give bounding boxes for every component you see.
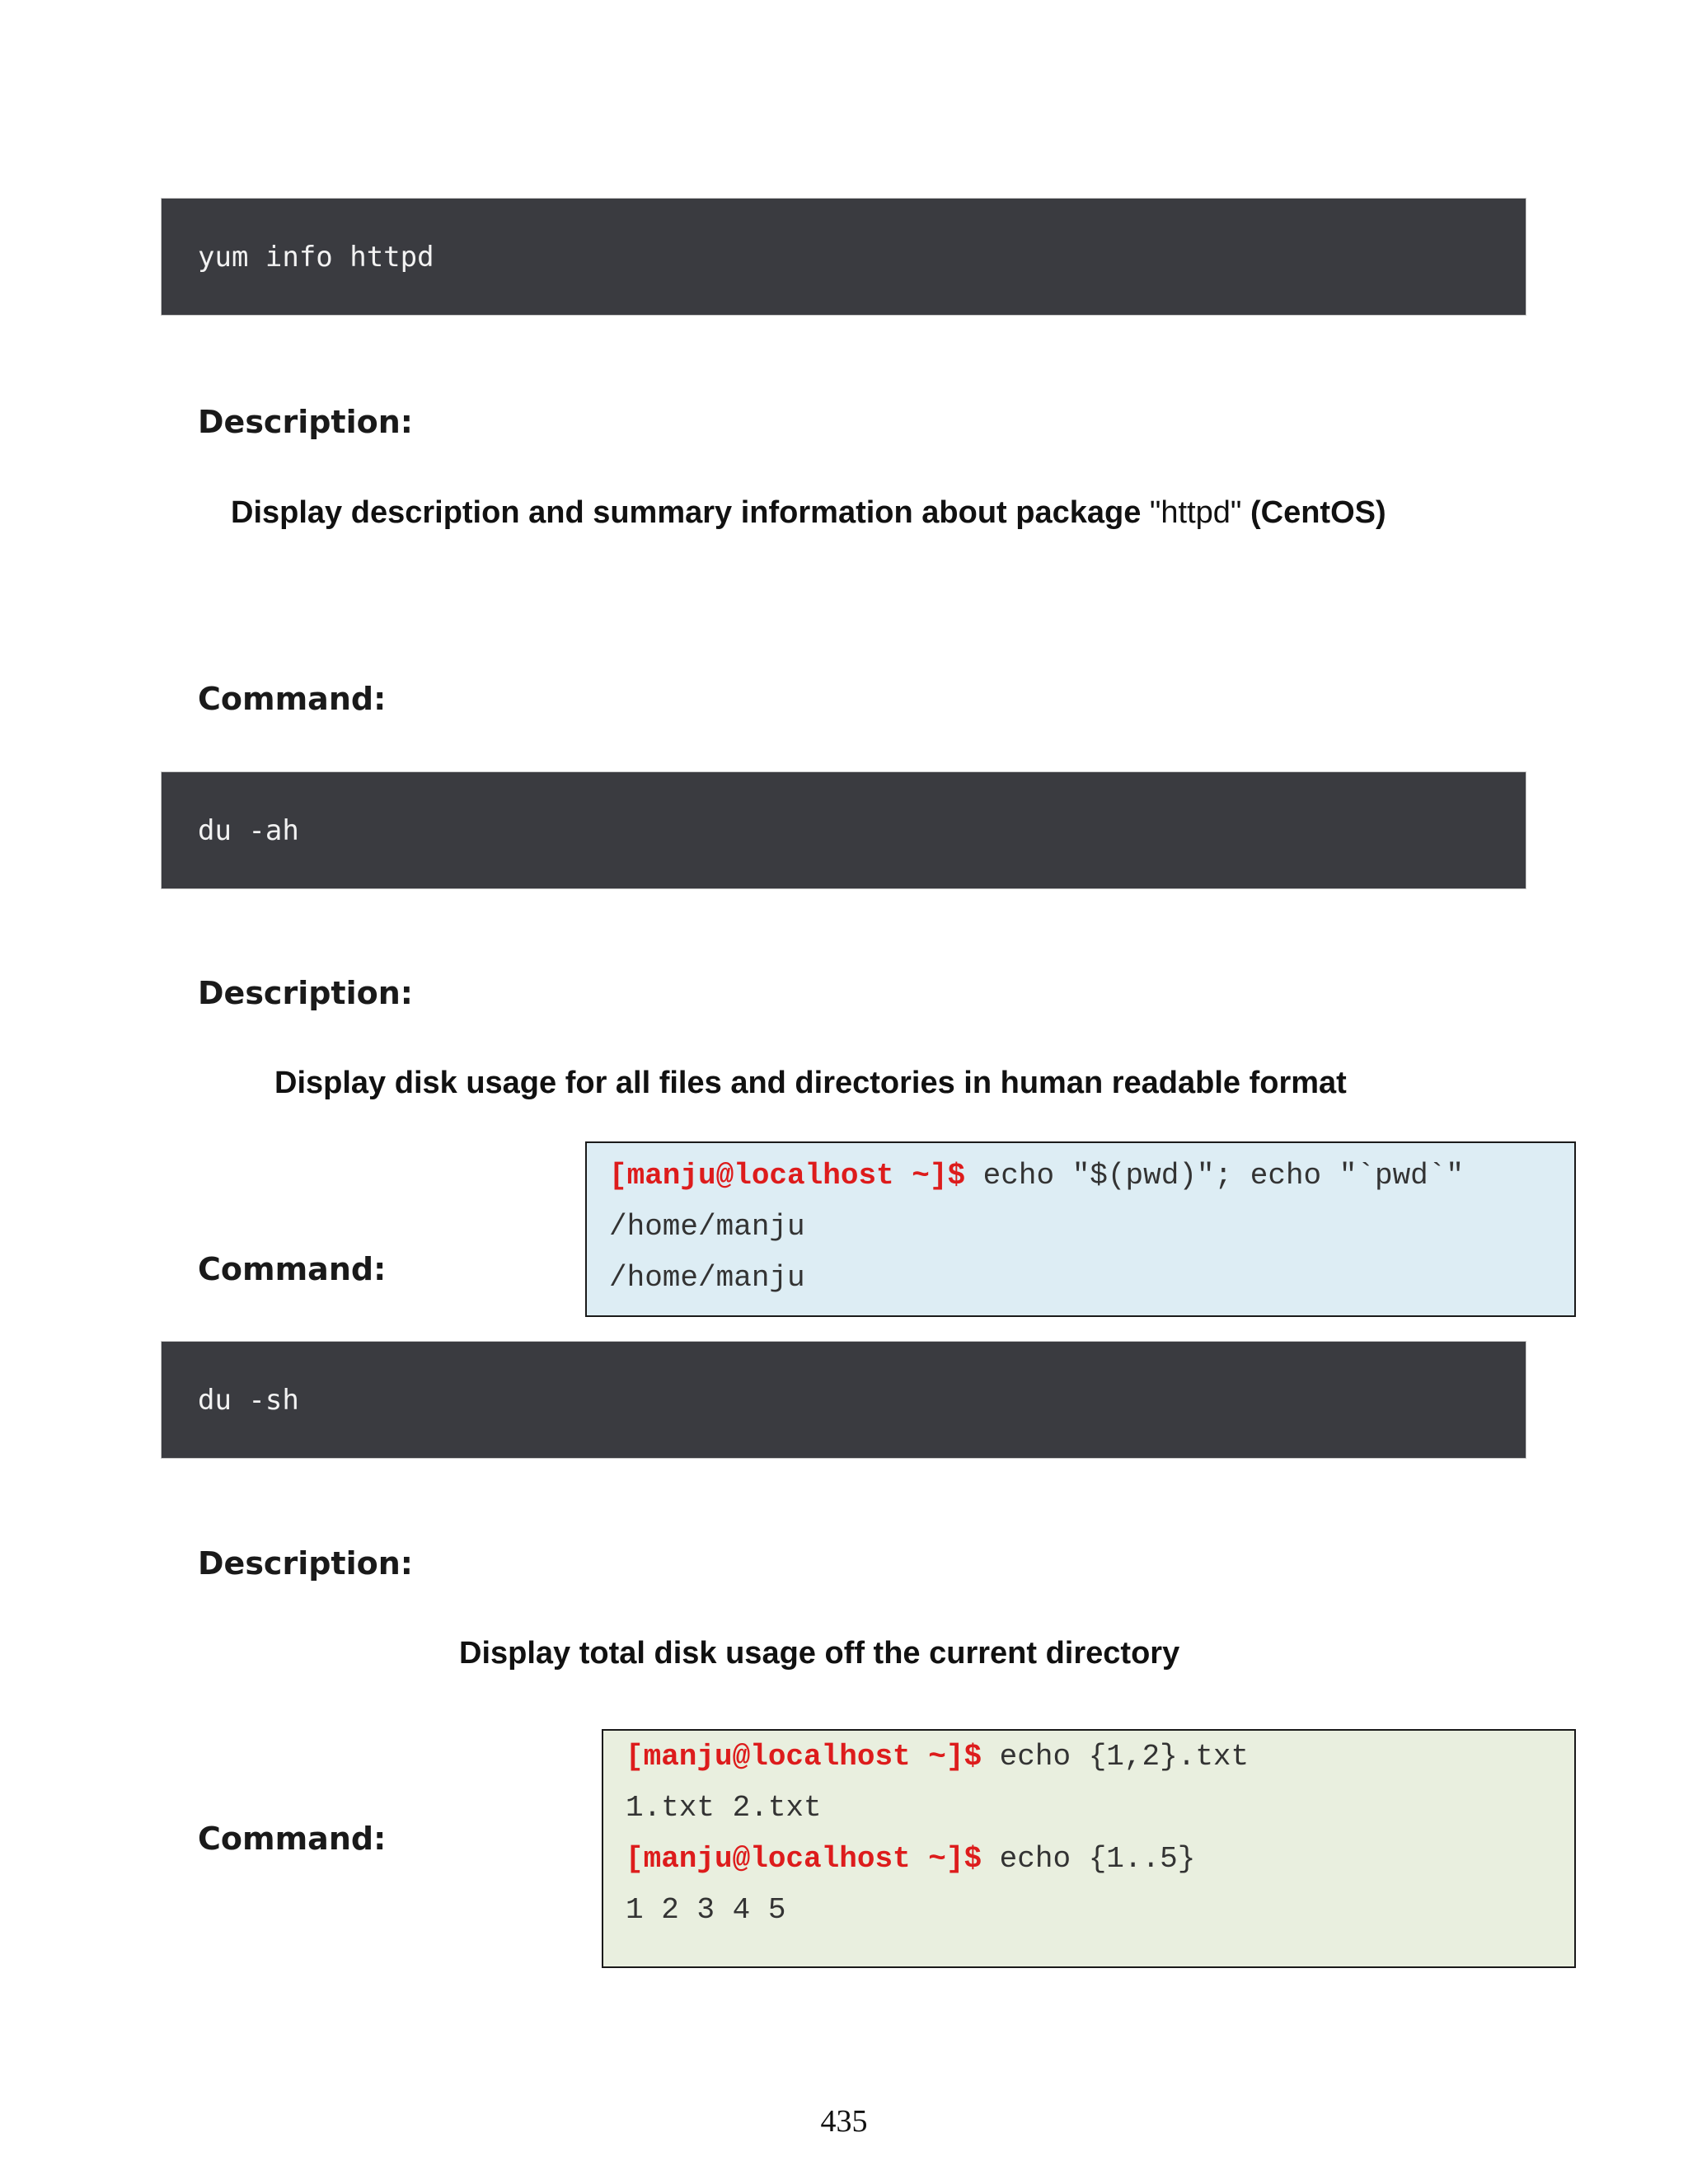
code-block-yum-info <box>161 198 1526 316</box>
terminal-brace-example <box>602 1729 1576 1968</box>
terminal-line <box>609 1161 1464 1191</box>
terminal-output: 1.txt 2.txt <box>626 1791 822 1825</box>
shell-command: echo "$(pwd)"; echo "`pwd`" <box>965 1159 1464 1193</box>
description-text-yum <box>231 497 1386 528</box>
code-text: du -sh <box>198 1383 299 1417</box>
code-block-du-sh <box>161 1341 1526 1459</box>
page-number: 435 <box>820 2104 868 2139</box>
code-text: yum info httpd <box>198 240 434 274</box>
terminal-line <box>626 1742 1249 1772</box>
shell-prompt: [manju@localhost ~]$ <box>609 1159 966 1193</box>
description-text-du-ah: Display disk usage for all files and directories in human readable format <box>274 1066 1347 1100</box>
terminal-output: /home/manju <box>609 1210 805 1244</box>
description-text-part: Display description and summary information about package <box>231 495 1142 530</box>
code-block-du-ah <box>161 771 1526 889</box>
command-heading: Command: <box>198 681 387 717</box>
description-heading: Description: <box>198 1545 413 1582</box>
description-text-du-sh: Display total disk usage off the current directory <box>459 1636 1180 1671</box>
shell-command: echo {1,2}.txt <box>982 1740 1250 1774</box>
description-heading: Description: <box>198 975 413 1011</box>
command-heading: Command: <box>198 1251 387 1287</box>
terminal-pwd-example <box>585 1141 1576 1317</box>
code-text: du -ah <box>198 813 299 847</box>
description-text-part: (CentOS) <box>1250 495 1386 530</box>
shell-prompt: [manju@localhost ~]$ <box>626 1740 982 1774</box>
command-heading: Command: <box>198 1821 387 1857</box>
package-name: "httpd" <box>1141 495 1250 530</box>
terminal-output: /home/manju <box>609 1261 805 1295</box>
terminal-line <box>626 1844 1195 1874</box>
shell-command: echo {1..5} <box>982 1842 1196 1876</box>
description-heading: Description: <box>198 404 413 440</box>
terminal-output: 1 2 3 4 5 <box>626 1893 786 1927</box>
shell-prompt: [manju@localhost ~]$ <box>626 1842 982 1876</box>
